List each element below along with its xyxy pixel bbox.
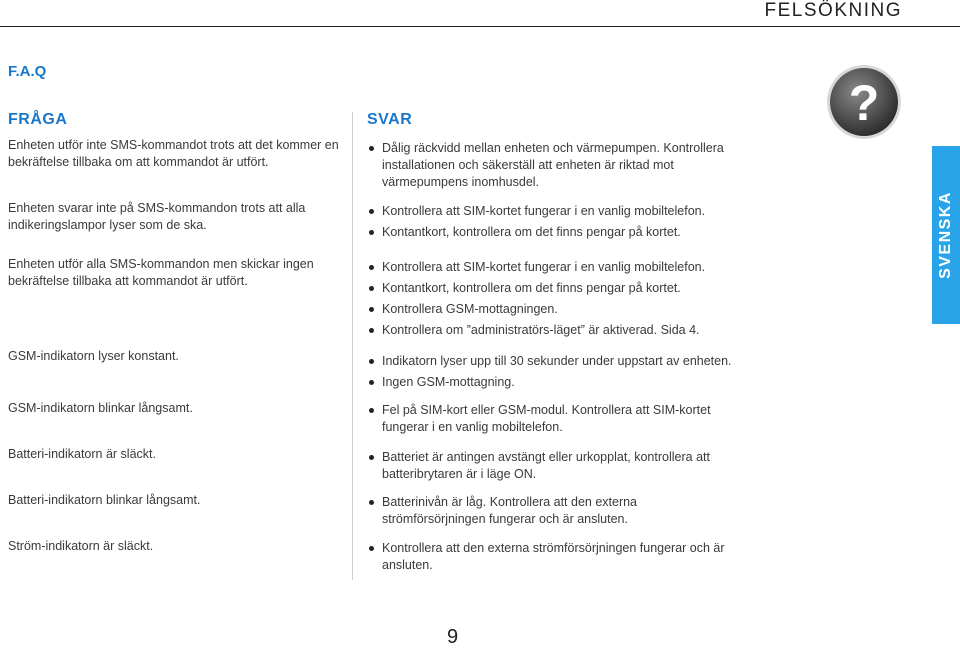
faq-answer-item: Kontrollera att SIM-kortet fungerar i en vanlig mobiltelefon. (367, 259, 742, 276)
faq-question: Batteri-indikatorn blinkar långsamt. (8, 493, 201, 507)
column-divider (352, 112, 353, 580)
faq-answer-list (367, 203, 742, 245)
faq-answer-list (367, 140, 742, 195)
faq-answer-item: Kontrollera om ”administratörs-läget” är aktiverad. Sida 4. (367, 322, 742, 339)
faq-answer-item: Batterinivån är låg. Kontrollera att den externa strömförsörjningen fungerar och är ansluten. (367, 494, 742, 528)
faq-answer-list (367, 259, 742, 343)
faq-answer-list (367, 494, 742, 532)
faq-answer-list (367, 402, 742, 440)
faq-answer-list (367, 353, 742, 395)
faq-question: Ström-indikatorn är släckt. (8, 539, 154, 553)
page-number: 9 (446, 626, 459, 648)
faq-answer-item: Kontrollera att SIM-kortet fungerar i en vanlig mobiltelefon. (367, 203, 742, 220)
faq-question: Enheten utför alla SMS-kommandon men skickar ingen bekräftelse tillbaka att kommandot är utfört. (8, 257, 314, 288)
faq-answer-item: Batteriet är antingen avstängt eller urkopplat, kontrollera att batteribrytaren är i läge ON. (367, 449, 742, 483)
faq-question: GSM-indikatorn lyser konstant. (8, 349, 179, 363)
language-side-tab (932, 146, 960, 324)
faq-question: GSM-indikatorn blinkar långsamt. (8, 401, 193, 415)
faq-answer-item: Kontrollera att den externa strömförsörjningen fungerar och är ansluten. (367, 540, 742, 574)
faq-answer-list (367, 540, 742, 578)
faq-answer-list (367, 449, 742, 487)
faq-answer-item: Dålig räckvidd mellan enheten och värmepumpen. Kontrollera installationen och säkerställ att enheten är riktad mot värmepumpens inomhusdel. (367, 140, 742, 191)
faq-answer-item: Fel på SIM-kort eller GSM-modul. Kontrollera att SIM-kortet fungerar i en vanlig mobiltelefon. (367, 402, 742, 436)
faq-title: F.A.Q (8, 63, 47, 80)
faq-question: Batteri-indikatorn är släckt. (8, 447, 156, 461)
faq-answer-item: Kontantkort, kontrollera om det finns pengar på kortet. (367, 280, 742, 297)
header-title: FELSÖKNING (764, 0, 902, 21)
header-divider (0, 26, 960, 27)
question-column-heading: FRÅGA (8, 111, 68, 128)
faq-answer-item: Indikatorn lyser upp till 30 sekunder under uppstart av enheten. (367, 353, 742, 370)
answer-column-heading: SVAR (367, 111, 413, 128)
faq-answer-item: Kontrollera GSM-mottagningen. (367, 301, 742, 318)
faq-answer-item: Ingen GSM-mottagning. (367, 374, 742, 391)
faq-question: Enheten utför inte SMS-kommandot trots att det kommer en bekräftelse tillbaka om att kommandot är utfört. (8, 138, 339, 169)
language-side-tab-label: SVENSKA (937, 191, 954, 279)
help-question-glyph: ? (848, 75, 880, 131)
faq-question: Enheten svarar inte på SMS-kommandon trots att alla indikeringslampor lyser som de ska. (8, 201, 306, 232)
help-question-icon (826, 64, 902, 140)
faq-answer-item: Kontantkort, kontrollera om det finns pengar på kortet. (367, 224, 742, 241)
